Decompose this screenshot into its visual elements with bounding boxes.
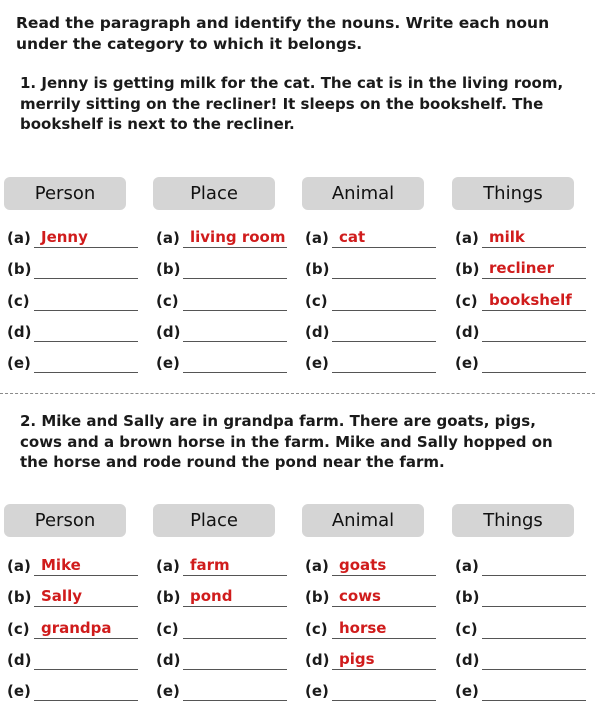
- item-label: (b): [7, 260, 32, 279]
- item-label: (c): [305, 291, 328, 310]
- answer-row-things[interactable]: [455, 648, 586, 672]
- item-label: (e): [455, 682, 479, 701]
- answer-blank-line: [183, 638, 287, 639]
- item-label: (a): [305, 229, 329, 247]
- item-label: (c): [305, 619, 328, 638]
- answer-row-things[interactable]: [455, 257, 586, 281]
- category-header-things: Things: [452, 504, 574, 537]
- item-label: (e): [455, 354, 479, 373]
- answer-row-animal[interactable]: [305, 648, 436, 672]
- answer-blank-line: [332, 575, 436, 576]
- paragraph-2: 2. Mike and Sally are in grandpa farm. There are goats, pigs, cows and a brown horse in the farm. Mike and Sally hopped on the horse and rode round the pond near the farm.: [20, 412, 553, 471]
- answer-row-animal[interactable]: [305, 554, 436, 578]
- answer-text: Sally: [41, 587, 82, 606]
- answer-row-things[interactable]: [455, 320, 586, 344]
- item-label: (c): [455, 291, 478, 310]
- item-label: (e): [7, 682, 31, 701]
- answer-blank-line: [183, 310, 287, 311]
- answer-blank-line: [332, 606, 436, 607]
- answer-row-person[interactable]: [7, 617, 138, 641]
- item-label: (a): [455, 229, 479, 247]
- item-label: (b): [305, 588, 330, 607]
- item-label: (c): [7, 291, 30, 310]
- item-label: (e): [305, 354, 329, 373]
- answer-blank-line: [34, 341, 138, 342]
- answer-blank-line: [34, 669, 138, 670]
- answer-blank-line: [332, 310, 436, 311]
- item-label: (d): [455, 650, 480, 669]
- answer-text: recliner: [489, 259, 554, 278]
- answer-row-place[interactable]: [156, 648, 287, 672]
- answer-text: goats: [339, 556, 387, 574]
- answer-row-person[interactable]: [7, 257, 138, 281]
- answer-row-place[interactable]: [156, 351, 287, 375]
- answer-row-person[interactable]: [7, 226, 138, 250]
- answer-blank-line: [482, 669, 586, 670]
- answer-blank-line: [482, 372, 586, 373]
- answer-blank-line: [34, 700, 138, 701]
- answer-row-things[interactable]: [455, 679, 586, 703]
- answer-row-person[interactable]: [7, 351, 138, 375]
- answer-row-things[interactable]: [455, 617, 586, 641]
- answer-row-place[interactable]: [156, 257, 287, 281]
- answer-row-person[interactable]: [7, 289, 138, 313]
- answer-row-place[interactable]: [156, 320, 287, 344]
- answer-blank-line: [332, 247, 436, 248]
- answer-blank-line: [183, 278, 287, 279]
- answer-text: pigs: [339, 649, 375, 668]
- answer-row-animal[interactable]: [305, 351, 436, 375]
- answer-blank-line: [34, 575, 138, 576]
- category-header-place: Place: [153, 177, 275, 210]
- answer-blank-line: [482, 278, 586, 279]
- item-label: (b): [7, 588, 32, 607]
- answer-row-animal[interactable]: [305, 320, 436, 344]
- category-header-animal: Animal: [302, 177, 424, 210]
- answer-text: pond: [190, 587, 233, 606]
- answer-row-person[interactable]: [7, 554, 138, 578]
- answer-blank-line: [34, 372, 138, 373]
- item-label: (d): [7, 322, 32, 341]
- answer-blank-line: [183, 669, 287, 670]
- category-header-animal: Animal: [302, 504, 424, 537]
- answer-text: milk: [489, 228, 525, 246]
- answer-blank-line: [34, 247, 138, 248]
- answer-blank-line: [183, 341, 287, 342]
- item-label: (c): [156, 619, 179, 638]
- answer-blank-line: [183, 700, 287, 701]
- answer-blank-line: [482, 638, 586, 639]
- item-label: (b): [455, 260, 480, 279]
- answer-row-things[interactable]: [455, 226, 586, 250]
- item-label: (a): [156, 557, 180, 575]
- item-label: (d): [156, 322, 181, 341]
- item-label: (d): [305, 650, 330, 669]
- answer-row-animal[interactable]: [305, 289, 436, 313]
- answer-row-person[interactable]: [7, 585, 138, 609]
- item-label: (b): [156, 260, 181, 279]
- answer-blank-line: [183, 247, 287, 248]
- answer-blank-line: [332, 341, 436, 342]
- answer-row-place[interactable]: [156, 617, 287, 641]
- item-label: (b): [305, 260, 330, 279]
- item-label: (c): [156, 291, 179, 310]
- item-label: (a): [7, 557, 31, 575]
- answer-text: Mike: [41, 556, 81, 574]
- answer-text: living room: [190, 228, 286, 246]
- item-label: (e): [7, 354, 31, 373]
- answer-text: farm: [190, 556, 230, 574]
- answer-row-animal[interactable]: [305, 679, 436, 703]
- answer-blank-line: [332, 278, 436, 279]
- category-header-person: Person: [4, 504, 126, 537]
- item-label: (a): [455, 557, 479, 575]
- answer-text: cat: [339, 228, 366, 246]
- answer-row-person[interactable]: [7, 679, 138, 703]
- item-label: (a): [305, 557, 329, 575]
- answer-row-animal[interactable]: [305, 617, 436, 641]
- instructions: Read the paragraph and identify the nouns. Write each noun under the category to which it belongs.: [16, 14, 550, 53]
- paragraph-1: 1. Jenny is getting milk for the cat. The cat is in the living room, merrily sitting on the recliner! It sleeps on the bookshelf. The bookshelf is next to the recliner.: [20, 74, 564, 133]
- answer-row-place[interactable]: [156, 226, 287, 250]
- answer-row-animal[interactable]: [305, 257, 436, 281]
- category-header-things: Things: [452, 177, 574, 210]
- answer-row-place[interactable]: [156, 585, 287, 609]
- item-label: (b): [156, 588, 181, 607]
- item-label: (e): [156, 354, 180, 373]
- answer-blank-line: [482, 247, 586, 248]
- item-label: (e): [156, 682, 180, 701]
- answer-text: grandpa: [41, 618, 112, 637]
- answer-blank-line: [482, 310, 586, 311]
- answer-row-things[interactable]: [455, 289, 586, 313]
- answer-row-animal[interactable]: [305, 226, 436, 250]
- item-label: (c): [7, 619, 30, 638]
- answer-blank-line: [332, 669, 436, 670]
- answer-blank-line: [183, 606, 287, 607]
- answer-row-person[interactable]: [7, 648, 138, 672]
- item-label: (b): [455, 588, 480, 607]
- answer-blank-line: [482, 700, 586, 701]
- item-label: (a): [7, 229, 31, 247]
- answer-blank-line: [34, 278, 138, 279]
- answer-blank-line: [332, 638, 436, 639]
- answer-row-place[interactable]: [156, 554, 287, 578]
- answer-text: bookshelf: [489, 290, 572, 309]
- answer-row-animal[interactable]: [305, 585, 436, 609]
- answer-blank-line: [34, 606, 138, 607]
- answer-row-things[interactable]: [455, 351, 586, 375]
- answer-row-things[interactable]: [455, 554, 586, 578]
- item-label: (d): [156, 650, 181, 669]
- answer-row-place[interactable]: [156, 289, 287, 313]
- answer-blank-line: [34, 638, 138, 639]
- answer-blank-line: [332, 700, 436, 701]
- category-header-place: Place: [153, 504, 275, 537]
- item-label: (d): [455, 322, 480, 341]
- answer-blank-line: [482, 606, 586, 607]
- answer-text: cows: [339, 587, 381, 606]
- answer-row-things[interactable]: [455, 585, 586, 609]
- item-label: (d): [305, 322, 330, 341]
- answer-row-person[interactable]: [7, 320, 138, 344]
- answer-blank-line: [183, 372, 287, 373]
- answer-blank-line: [34, 310, 138, 311]
- answer-blank-line: [332, 372, 436, 373]
- item-label: (c): [455, 619, 478, 638]
- answer-text: horse: [339, 618, 387, 637]
- answer-blank-line: [482, 575, 586, 576]
- category-header-person: Person: [4, 177, 126, 210]
- item-label: (e): [305, 682, 329, 701]
- item-label: (a): [156, 229, 180, 247]
- section-divider: [0, 393, 595, 394]
- answer-row-place[interactable]: [156, 679, 287, 703]
- answer-blank-line: [183, 575, 287, 576]
- answer-text: Jenny: [41, 228, 88, 246]
- item-label: (d): [7, 650, 32, 669]
- answer-blank-line: [482, 341, 586, 342]
